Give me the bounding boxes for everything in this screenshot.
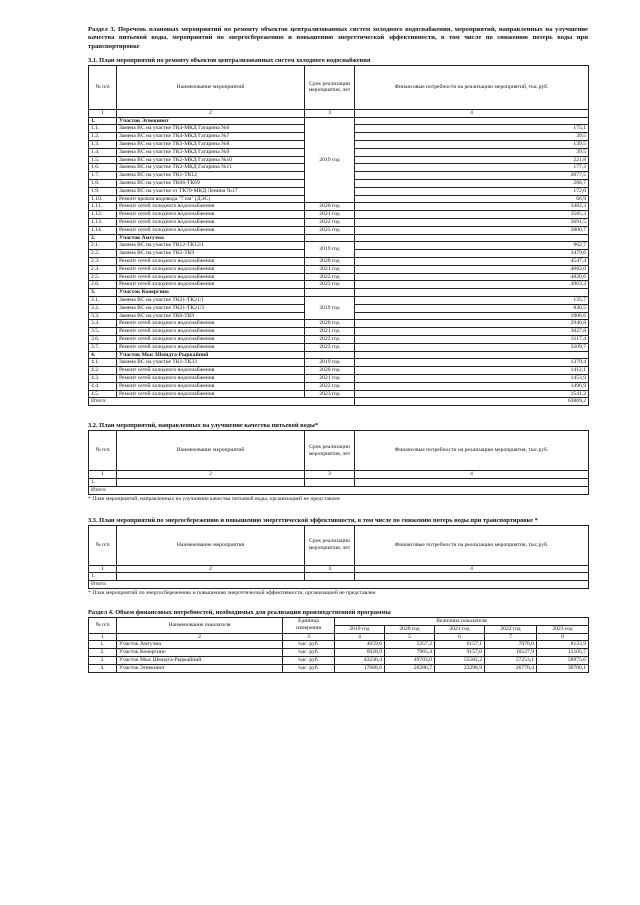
cell-value: 1453,9 (355, 374, 589, 382)
t4-header-year: 2021 год (435, 625, 485, 633)
cell-value: 49703,0 (385, 656, 435, 664)
t31-header-name: Наименование мероприятий (117, 65, 305, 109)
cell-name: Ремонт сетей холодного водоснабжения (117, 203, 305, 211)
cell-num: 1.1. (89, 125, 117, 133)
cell-value: 4682,0 (355, 265, 589, 273)
cell-value: 5357,2 (385, 641, 435, 649)
cell-unit: тыс. руб. (283, 649, 335, 657)
cell-num: 3.4. (89, 320, 117, 328)
cell-unit: тыс. руб. (283, 656, 335, 664)
t31-body (89, 117, 589, 405)
cell-value: 3800,7 (355, 226, 589, 234)
table-row (89, 359, 589, 367)
table-row (89, 211, 589, 219)
cell-value: 30760,1 (537, 664, 589, 672)
cell-name: Ремонт сетей холодного водоснабжения (117, 328, 305, 336)
cell-num: 1. (89, 641, 117, 649)
cell-term: 2022 год (305, 382, 355, 390)
cell-term: 2021 год (305, 265, 355, 273)
table-row (89, 117, 589, 125)
cell-value: 1496,9 (355, 382, 589, 390)
cell-value: 172,0 (355, 187, 589, 195)
t32-colnum: 3 (305, 471, 355, 479)
t4-header-year: 2019 год (335, 625, 385, 633)
cell-name: Участок Амгуэма (117, 234, 305, 242)
cell-name: Замена ВС на участке ТК12-ТК12/1 (117, 242, 305, 250)
cell-term: 2020 год (305, 203, 355, 211)
cell-value: 6157,1 (435, 641, 485, 649)
cell-term (305, 351, 355, 359)
cell-value: 3027,8 (355, 328, 589, 336)
cell-term (305, 289, 355, 297)
cell-value: 962,7 (355, 242, 589, 250)
cell-value: 175,1 (355, 125, 589, 133)
cell-num: 1. (89, 478, 117, 486)
cell-name: Замена ВС на участке ТК2-МКД Гагарина №11 (117, 164, 305, 172)
cell-term: 2022 год (305, 336, 355, 344)
cell-name: Замена ВС на участке ТК6-ТК9 (117, 312, 305, 320)
t32-colnum: 4 (355, 471, 589, 479)
t33-colnum: 4 (355, 565, 589, 573)
cell-num: 4.4. (89, 382, 117, 390)
cell-num: 4.3. (89, 374, 117, 382)
cell-name: Замена ВС на участке от ТК70-МКД Ленина №17 (117, 187, 305, 195)
t4-header-year: 2022 год (485, 625, 537, 633)
cell-value (355, 289, 589, 297)
cell-num: 1.2. (89, 133, 117, 141)
cell-value: 12105,7 (537, 649, 589, 657)
t4-header-year: 2020 год (385, 625, 435, 633)
cell-term (305, 234, 355, 242)
cell-value: 23298,9 (435, 664, 485, 672)
cell-num: 3.6. (89, 336, 117, 344)
table33-note: * План мероприятий по энергосбережению и повышению энергетической эффективности, организацией не представлен (88, 589, 376, 596)
cell-name: Ремонт сетей холодного водоснабжения (117, 273, 305, 281)
table-row (89, 219, 589, 227)
table-row (89, 226, 589, 234)
cell-value: 66,9 (355, 195, 589, 203)
cell-value: 3585,3 (355, 211, 589, 219)
cell-name: Ремонт сетей холодного водоснабжения (117, 265, 305, 273)
t4-header-name: Наименование показателя (117, 617, 283, 633)
total-label: Итого: (89, 581, 589, 589)
cell-value: 4820,6 (355, 273, 589, 281)
cell-num: 1.3. (89, 141, 117, 149)
table32 (88, 430, 589, 494)
cell-term: 2022 год (305, 219, 355, 227)
cell-name: Ремонт сетей холодного водоснабжения (117, 343, 305, 351)
cell-value: 1541,2 (355, 390, 589, 398)
cell-term: 2019 год (305, 359, 355, 367)
cell-num: 1.13. (89, 219, 117, 227)
cell-term: 2023 год (305, 343, 355, 351)
cell-value (355, 351, 589, 359)
t32-colnum: 2 (117, 471, 305, 479)
table-row (89, 203, 589, 211)
table-row (89, 265, 589, 273)
table-row (89, 664, 589, 672)
cell-term: 2023 год (305, 390, 355, 398)
cell-num: 2. (89, 234, 117, 242)
cell-value: 1379,4 (355, 359, 589, 367)
cell-term (305, 573, 355, 581)
t4-colnum: 6 (435, 633, 485, 641)
table-row (89, 258, 589, 266)
cell-name: Участок Конергино (117, 649, 283, 657)
cell-value: 9157,0 (435, 649, 485, 657)
cell-num: 4.2. (89, 367, 117, 375)
cell-term: 2020 год (305, 258, 355, 266)
cell-value (355, 234, 589, 242)
t33-header-finance: Финансовые потребности на реализацию мероприятия, тыс.руб. (355, 525, 589, 565)
cell-name: Ремонт сетей холодного водоснабжения (117, 226, 305, 234)
cell-num: 3. (89, 656, 117, 664)
cell-term: 2021 год (305, 328, 355, 336)
table-row (89, 281, 589, 289)
cell-term (305, 478, 355, 486)
table-row (89, 656, 589, 664)
table-row (89, 649, 589, 657)
t31-colnum: 3 (305, 109, 355, 117)
cell-name: Замена ВС на участке ТК5-ТК9 (117, 250, 305, 258)
cell-name: Замена ВС на участке ТК4-МКД Гагарина №6 (117, 125, 305, 133)
t32-header-num: № п/п (89, 431, 117, 471)
cell-term: 2020 год (305, 320, 355, 328)
t32-header-finance: Финансовые потребности на реализацию мероприятия, тыс.руб. (355, 431, 589, 471)
cell-num: 4. (89, 664, 117, 672)
cell-num: 1.14. (89, 226, 117, 234)
t31-colnum: 4 (355, 109, 589, 117)
cell-value: 10527,9 (485, 649, 537, 657)
t31-header-term: Срок реализации мероприятия, лет (305, 65, 355, 109)
cell-value: 135,7 (355, 297, 589, 305)
cell-num: 1.4. (89, 148, 117, 156)
cell-num: 2.2. (89, 250, 117, 258)
t4-colnum: 4 (335, 633, 385, 641)
table-row (89, 382, 589, 390)
cell-name: Ремонт сетей холодного водоснабжения (117, 390, 305, 398)
cell-num: 1. (89, 117, 117, 125)
t32-header-term: Срок реализации мероприятия, лет (305, 431, 355, 471)
t33-header-num: № п/п (89, 525, 117, 565)
cell-value (355, 478, 589, 486)
t33-colnum: 2 (117, 565, 305, 573)
cell-num: 1.12. (89, 211, 117, 219)
cell-name: Ремонт сетей холодного водоснабжения (117, 281, 305, 289)
cell-value: 7076,0 (485, 641, 537, 649)
cell-num: 2.3. (89, 258, 117, 266)
cell-name: Ремонт сетей холодного водоснабжения (117, 374, 305, 382)
cell-term: 2020 год (305, 367, 355, 375)
cell-name: Замена ВС на участке ТК1-ТК12 (117, 172, 305, 180)
cell-name: Ремонт сетей холодного водоснабжения (117, 367, 305, 375)
cell-name: Замена ВС на участке ТК2-МКД Гагарина №10 (117, 156, 305, 164)
table31-title: 3.1. План мероприятий по ремонту объектов централизованных систем холодного водоснабжения (88, 56, 371, 64)
cell-name: Замена ВС на участке ТК21-ТК21/1 (117, 297, 305, 305)
t4-colnum: 8 (537, 633, 589, 641)
cell-value: 3482,3 (355, 203, 589, 211)
table-row (89, 336, 589, 344)
t4-colnum: 3 (283, 633, 335, 641)
cell-num: 3.5. (89, 328, 117, 336)
t31-header-finance: Финансовые потребности на реализацию мероприятий, тыс.руб. (355, 65, 589, 109)
cell-term: 2022 год (305, 273, 355, 281)
cell-num: 1. (89, 573, 117, 581)
cell-num: 2.4. (89, 265, 117, 273)
cell-name: Ремонт сетей холодного водоснабжения (117, 382, 305, 390)
cell-value: 288,7 (355, 180, 589, 188)
table-row (89, 273, 589, 281)
table-row (89, 297, 589, 305)
table31 (88, 65, 589, 406)
cell-term-merged: 2019 год (305, 297, 355, 320)
section4-title: Раздел 4. Объем финансовых потребностей, необходимых для реализации производственной программы (88, 608, 391, 616)
table-total-row (89, 398, 589, 406)
cell-value: 17668,6 (335, 664, 385, 672)
total-label: Итого: (89, 486, 589, 494)
cell-value: 1412,1 (355, 367, 589, 375)
cell-value: 8133,9 (537, 641, 589, 649)
table-total-row (89, 486, 589, 494)
cell-value (355, 117, 589, 125)
cell-value: 221,8 (355, 156, 589, 164)
cell-value: 4963,3 (355, 281, 589, 289)
cell-num: 1.5. (89, 156, 117, 164)
cell-num: 4.5. (89, 390, 117, 398)
cell-name: Ремонт сетей холодного водоснабжения (117, 219, 305, 227)
table-row (89, 351, 589, 359)
table-row (89, 234, 589, 242)
cell-value: 57253,1 (485, 656, 537, 664)
cell-value (355, 573, 589, 581)
table-row (89, 343, 589, 351)
cell-num: 1.9. (89, 187, 117, 195)
cell-value: 43230,4 (335, 656, 385, 664)
cell-name: Ремонт сетей холодного водоснабжения (117, 211, 305, 219)
cell-value: 20286,7 (385, 664, 435, 672)
cell-value: 6928,9 (335, 649, 385, 657)
table-row (89, 328, 589, 336)
cell-num: 2.5. (89, 273, 117, 281)
cell-value: 4659,6 (335, 641, 385, 649)
t4-header-year: 2023 год (537, 625, 589, 633)
cell-unit: тыс. руб. (283, 641, 335, 649)
document-page (88, 26, 588, 673)
cell-value: 39,5 (355, 133, 589, 141)
table-row (89, 573, 589, 581)
cell-term: 2023 год (305, 281, 355, 289)
cell-name (117, 478, 305, 486)
cell-num: 3. (89, 289, 117, 297)
cell-term-merged: 2019 год (305, 117, 355, 203)
total-label: Итого: (89, 398, 355, 406)
cell-name: Ремонт кровли водовода "7 км" (ДЭС) (117, 195, 305, 203)
table-row (89, 289, 589, 297)
cell-name: Замена ВС на участке ТК21-ТК21/3 (117, 304, 305, 312)
cell-value: 39,5 (355, 148, 589, 156)
t33-header-term: Срок реализации мероприятия, лет (305, 525, 355, 565)
cell-name: Участок Эгвекинот (117, 664, 283, 672)
cell-value: 4547,4 (355, 258, 589, 266)
cell-value: 55582,2 (435, 656, 485, 664)
t33-header-name: Наименование мероприятия (117, 525, 305, 565)
table-row (89, 478, 589, 486)
cell-name: Участок Мыс Шмидта-Рыркайпий (117, 351, 305, 359)
cell-unit: тыс. руб. (283, 664, 335, 672)
cell-num: 1.6. (89, 164, 117, 172)
t4-colnum: 7 (485, 633, 537, 641)
cell-value: 1906,6 (355, 312, 589, 320)
cell-num: 2.1. (89, 242, 117, 250)
cell-value: 2940,8 (355, 320, 589, 328)
t4-colnum: 2 (117, 633, 283, 641)
section3-heading: Раздел 3. Перечень плановых мероприятий по ремонту объектов централизованных систем холодного водоснабжения, мероприятий, направленных на улучшение качества питьевой воды, мероприятий по энергосбережению и повышению энергетической эффективности, в том числе по снижению потерь воды при транспортировке (88, 26, 588, 50)
cell-value: 830,5 (355, 304, 589, 312)
table32-title: 3.2. План мероприятий, направленных на улучшение качества питьевой воды* (88, 422, 319, 430)
cell-term-merged: 2019 год (305, 242, 355, 258)
total-value: 63869,2 (355, 398, 589, 406)
t32-header-name: Наименование мероприятий (117, 431, 305, 471)
t31-colnum: 1 (89, 109, 117, 117)
cell-value: 2077,5 (355, 172, 589, 180)
cell-num: 4.1. (89, 359, 117, 367)
table-row (89, 242, 589, 250)
cell-value: 3209,7 (355, 343, 589, 351)
cell-num: 1.10. (89, 195, 117, 203)
cell-name: Замена ВС на участке ТК66-ТК69 (117, 180, 305, 188)
cell-name: Участок Мыс Шмидта-Рыркайпий (117, 656, 283, 664)
cell-term: 2021 год (305, 374, 355, 382)
table-row (89, 367, 589, 375)
cell-value: 177,3 (355, 164, 589, 172)
cell-name (117, 573, 305, 581)
table-row (89, 320, 589, 328)
cell-num: 1.7. (89, 172, 117, 180)
cell-value: 3479,6 (355, 250, 589, 258)
t31-header-num: № п/п (89, 65, 117, 109)
cell-num: 3.3. (89, 312, 117, 320)
cell-value: 3691,5 (355, 219, 589, 227)
table32-note: * План мероприятий, направленных на улучшение качества питьевой воды, организацией не представлен (88, 495, 340, 502)
t4-header-unit: Единица измерения (283, 617, 335, 633)
table-row (89, 374, 589, 382)
table33-title: 3.3. План мероприятий по энергосбережению и повышению энергетической эффективности, в том числе по снижению потерь воды при транспортировке * (88, 516, 538, 524)
cell-num: 3.7. (89, 343, 117, 351)
cell-num: 3.2. (89, 304, 117, 312)
cell-term: 2023 год (305, 226, 355, 234)
cell-value: 26770,4 (485, 664, 537, 672)
cell-num: 2. (89, 649, 117, 657)
table-total-row (89, 581, 589, 589)
cell-value: 3117,4 (355, 336, 589, 344)
cell-name: Ремонт сетей холодного водоснабжения (117, 336, 305, 344)
cell-term: 2021 год (305, 211, 355, 219)
cell-name: Замена ВС на участке ТК3-МКД Гагарина №8 (117, 141, 305, 149)
cell-num: 1.8. (89, 180, 117, 188)
t4-colnum: 5 (385, 633, 435, 641)
cell-num: 2.6. (89, 281, 117, 289)
t33-colnum: 3 (305, 565, 355, 573)
cell-name: Ремонт сетей холодного водоснабжения (117, 320, 305, 328)
t31-colnum: 2 (117, 109, 305, 117)
t4-header-group: Величина показателя (335, 617, 589, 625)
table4 (88, 617, 589, 673)
cell-num: 3.1. (89, 297, 117, 305)
cell-name: Участок Амгуэма (117, 641, 283, 649)
table-row (89, 641, 589, 649)
cell-name: Ремонт сетей холодного водоснабжения (117, 258, 305, 266)
cell-value: 7965,4 (385, 649, 435, 657)
cell-num: 1.11. (89, 203, 117, 211)
t32-colnum: 1 (89, 471, 117, 479)
t4-header-num: № п/п (89, 617, 117, 633)
cell-name: Замена ВС на участке ТК1-ТК33 (117, 359, 305, 367)
cell-name: Замена ВС на участке ТК3-МКД Гагарина №9 (117, 148, 305, 156)
cell-name: Участок Конергино (117, 289, 305, 297)
cell-value: 58975,6 (537, 656, 589, 664)
t33-colnum: 1 (89, 565, 117, 573)
table-row (89, 390, 589, 398)
cell-num: 4. (89, 351, 117, 359)
table33 (88, 525, 589, 589)
cell-name: Замена ВС на участке ТК4-МКД Гагарина №7 (117, 133, 305, 141)
cell-value: 139,5 (355, 141, 589, 149)
cell-name: Участок Эгвекинот (117, 117, 305, 125)
t4-colnum: 1 (89, 633, 117, 641)
